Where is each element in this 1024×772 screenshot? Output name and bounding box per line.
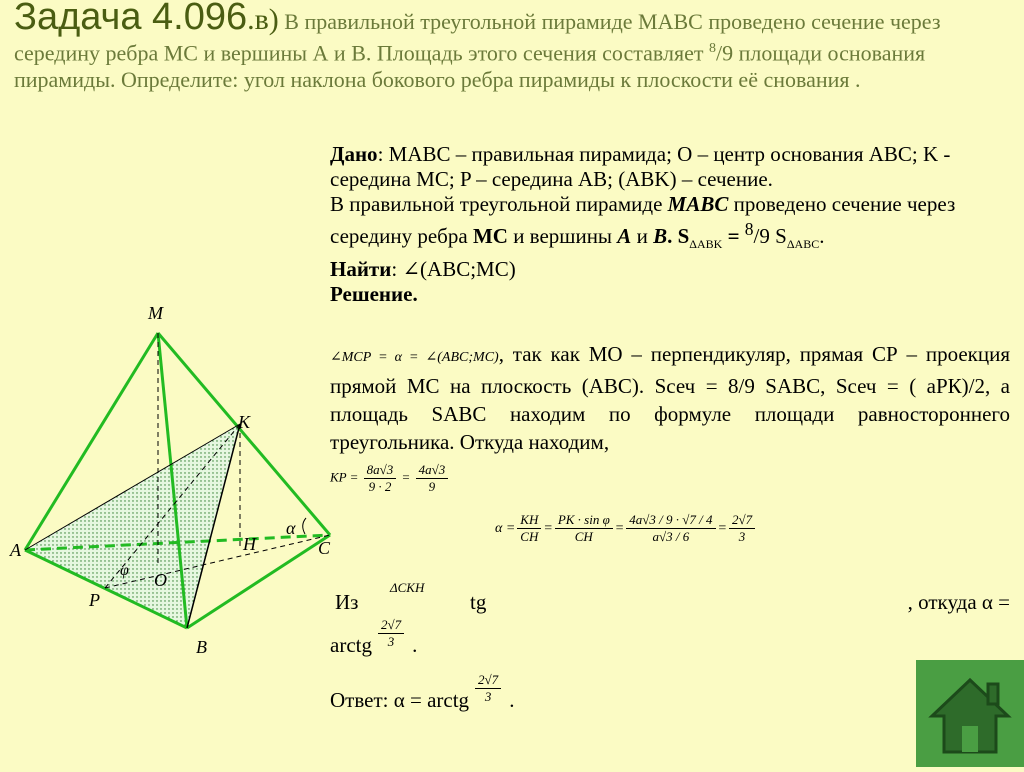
label-b: B (196, 637, 207, 657)
given-text-e: и вершины (507, 224, 618, 248)
answer-den: 3 (484, 689, 492, 704)
given-text-l: . (819, 224, 825, 248)
given-text-c: проведено сечение через середину ребра (330, 192, 956, 248)
tg-word: tg (470, 590, 487, 614)
task-text-2: площади основания пирамиды. Определите: угол наклона бокового ребра пирамиды к плоскости её снования . (14, 40, 926, 93)
iz-word: Из (335, 590, 359, 614)
kp-eq: = (401, 469, 411, 485)
label-p: P (89, 590, 100, 610)
find-label: Найти (330, 257, 392, 282)
given-text-j: = (722, 224, 745, 248)
dano-label: Дано (330, 142, 378, 166)
task-fraction-den: /9 (715, 40, 734, 66)
formula-angle: ∠MCP = α = ∠(ABC;MC) (330, 350, 499, 365)
formula-alpha (495, 512, 757, 545)
alpha-f3-num: 4a√3 / 9 · √7 / 4 (626, 512, 715, 529)
given-text-f: A (617, 224, 632, 248)
label-phi: φ (120, 562, 129, 579)
given-text-a: В правильной треугольной пирамиде (330, 192, 668, 216)
arctg-den: 3 (387, 634, 395, 649)
task-title-suffix: .в) (247, 3, 279, 36)
answer-line (330, 672, 514, 713)
label-k: K (238, 412, 251, 432)
otkuda-text: , откуда α = (907, 590, 1010, 614)
alpha-f4-den: 3 (738, 529, 746, 544)
kp-f1-den: 9 · 2 (368, 479, 392, 494)
given-sub-1: ΔABK (689, 237, 723, 252)
answer-num: 2√7 (475, 672, 501, 689)
alpha-f2-num: PK · sin φ (555, 512, 613, 529)
alpha-f4-num: 2√7 (729, 512, 755, 529)
edge-bc (187, 535, 330, 628)
arctg-word: arctg (330, 633, 372, 657)
given-frac-n: 8 (744, 219, 754, 239)
solution-paragraph: , так как МО – перпендикуляр, прямая СР – проекция прямой МС на плоскость (АВС). Sсеч = 8/9 SABC, Sсеч = ( аРК)/2, а площадь SABC находим по формуле площади равностороннего треугольника. Откуда находим, (330, 342, 1011, 454)
kp-f2-num: 4a√3 (416, 462, 449, 479)
arctg-frac (378, 617, 404, 650)
home-icon (916, 660, 1024, 767)
task-title: Задача 4.096 (14, 0, 248, 38)
given-text-h: B (653, 224, 668, 248)
given-text-i: . S (667, 224, 690, 248)
given-text-d: MC (472, 224, 508, 248)
label-alpha: α (286, 518, 296, 538)
solution-block (330, 340, 1010, 456)
given-text-b: MABC (667, 192, 729, 216)
label-o: O (154, 570, 167, 590)
pyramid-figure (0, 300, 340, 670)
solution-label: Решение. (330, 282, 418, 307)
task-header (14, 0, 1014, 93)
answer-label: Ответ: α = arctg (330, 688, 470, 712)
alpha-f1-num: KH (517, 512, 541, 529)
answer-dot: . (509, 688, 515, 712)
arctg-dot: . (412, 633, 418, 657)
kp-frac-2 (416, 462, 449, 495)
dano-text: : MABC – правильная пирамида; O – центр основания ABC; K - середина MC; P – середина AB; (ABK) – сечение. (330, 142, 951, 191)
task-text: В правильной треугольной пирамиде МАВС проведено сечение через середину ребра МС и вершины А и В. Площадь этого сечения составляет (14, 9, 941, 66)
alpha-f1-den: CH (520, 529, 539, 544)
given-block (330, 142, 980, 307)
label-a: A (10, 540, 21, 560)
given-text-k: S (769, 224, 787, 248)
arctg-num: 2√7 (378, 617, 404, 634)
kp-f1-num: 8a√3 (364, 462, 397, 479)
alpha-eq-2: = (614, 520, 625, 536)
alpha-eq-1: = (543, 520, 553, 536)
alpha-frac-2 (555, 512, 613, 545)
kp-f2-den: 9 (428, 479, 436, 494)
arctg-line (330, 617, 417, 658)
task-fraction-num: 8 (708, 41, 716, 56)
given-sub-2: ΔABC (786, 237, 820, 252)
find-value: : ∠(ABC;MC) (391, 257, 516, 282)
answer-frac (475, 672, 501, 705)
home-button[interactable] (916, 660, 1024, 767)
alpha-frac-1 (517, 512, 541, 545)
given-text-g: и (631, 224, 654, 248)
formula-kp (330, 462, 450, 495)
triangle-ckh: ΔCKH (390, 580, 425, 595)
given-frac-d: /9 (753, 224, 770, 248)
alpha-frac-3 (626, 512, 715, 545)
label-c: C (318, 538, 331, 558)
alpha-f3-den: a√3 / 6 (652, 529, 690, 544)
label-m: M (148, 303, 163, 323)
alpha-lhs: α = (495, 520, 516, 536)
alpha-eq-3: = (717, 520, 727, 536)
label-h: H (243, 534, 256, 554)
alpha-f2-den: CH (574, 529, 593, 544)
kp-lhs: KP = (330, 469, 359, 485)
kp-frac-1 (364, 462, 397, 495)
section-abk (25, 424, 240, 628)
alpha-frac-4 (729, 512, 755, 545)
